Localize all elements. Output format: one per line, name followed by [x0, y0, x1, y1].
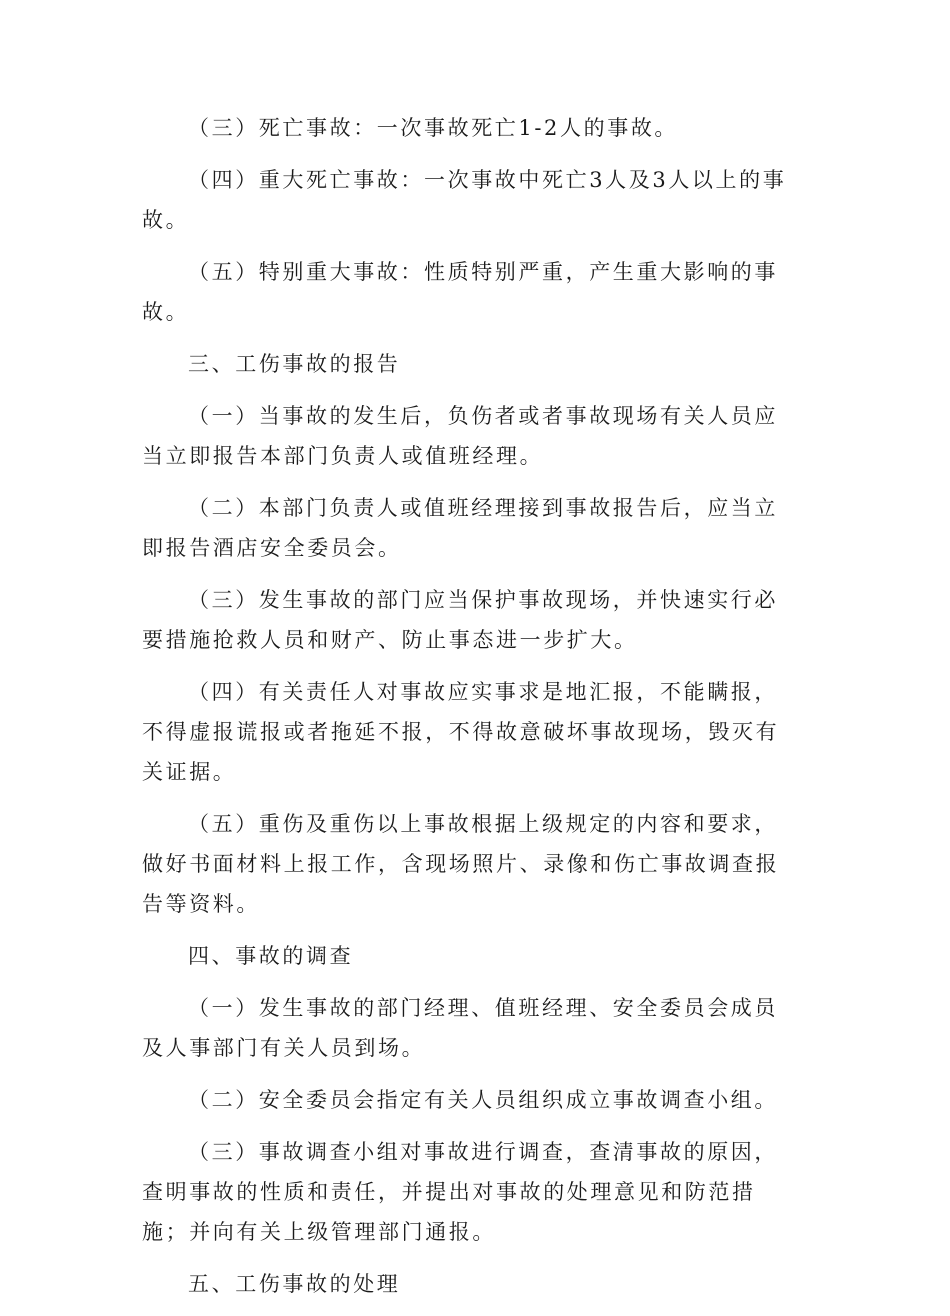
section-heading-accident-report: 三、工伤事故的报告 — [188, 352, 401, 376]
paragraph-investigation-3: （三）事故调查小组对事故进行调查，查清事故的原因，查明事故的性质和责任，并提出对事故的处理意见和防范措施；并向有关上级管理部门通报。 — [142, 1140, 778, 1244]
paragraph-report-5: （五）重伤及重伤以上事故根据上级规定的内容和要求，做好书面材料上报工作，含现场照片、录像和伤亡事故调查报告等资料。 — [142, 812, 780, 916]
section-heading-accident-handling: 五、工伤事故的处理 — [188, 1272, 401, 1296]
paragraph-especially-major-accident: （五）特别重大事故：性质特别严重，产生重大影响的事故。 — [142, 260, 778, 324]
paragraph-investigation-2: （二）安全委员会指定有关人员组织成立事故调查小组。 — [188, 1088, 778, 1112]
document-body — [142, 108, 797, 1316]
paragraph-report-4: （四）有关责任人对事故应实事求是地汇报，不能瞒报，不得虚报谎报或者拖延不报，不得故意破坏事故现场，毁灭有关证据。 — [142, 680, 780, 784]
paragraph-report-2: （二）本部门负责人或值班经理接到事故报告后，应当立即报告酒店安全委员会。 — [142, 496, 778, 560]
paragraph-report-1: （一）当事故的发生后，负伤者或者事故现场有关人员应当立即报告本部门负责人或值班经理。 — [142, 404, 778, 468]
paragraph-major-death-accident: （四）重大死亡事故：一次事故中死亡3人及3人以上的事故。 — [142, 168, 787, 232]
section-heading-accident-investigation: 四、事故的调查 — [188, 944, 354, 968]
paragraph-death-accident: （三）死亡事故：一次事故死亡1-2人的事故。 — [188, 116, 679, 140]
paragraph-report-3: （三）发生事故的部门应当保护事故现场，并快速实行必要措施抢救人员和财产、防止事态进一步扩大。 — [142, 588, 778, 652]
paragraph-investigation-1: （一）发生事故的部门经理、值班经理、安全委员会成员及人事部门有关人员到场。 — [142, 996, 778, 1060]
